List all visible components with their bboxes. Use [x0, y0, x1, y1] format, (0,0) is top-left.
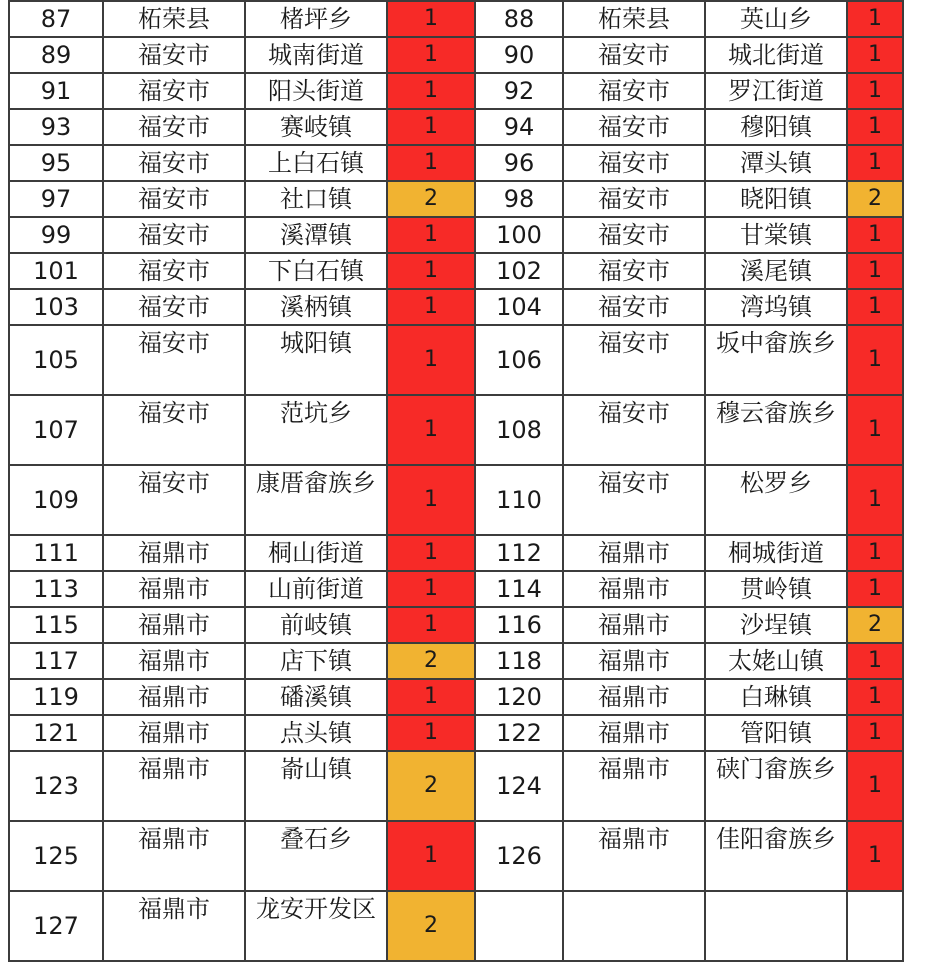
county-cell: 福安市 — [563, 37, 705, 73]
row-number-cell: 109 — [9, 465, 103, 535]
level-cell: 2 — [847, 181, 903, 217]
table-row — [9, 253, 903, 289]
county-cell: 福安市 — [103, 253, 245, 289]
county-cell: 福安市 — [103, 217, 245, 253]
level-cell: 1 — [847, 715, 903, 751]
table-row — [9, 217, 903, 253]
row-number-cell: 88 — [475, 1, 563, 37]
township-cell: 康厝畲族乡 — [245, 465, 387, 535]
row-number-cell: 94 — [475, 109, 563, 145]
row-number-cell: 118 — [475, 643, 563, 679]
row-number-cell: 112 — [475, 535, 563, 571]
row-number-cell: 87 — [9, 1, 103, 37]
row-number-cell: 92 — [475, 73, 563, 109]
county-cell: 福鼎市 — [563, 679, 705, 715]
township-cell: 楮坪乡 — [245, 1, 387, 37]
county-cell: 福安市 — [103, 73, 245, 109]
row-number-cell: 120 — [475, 679, 563, 715]
county-cell: 柘荣县 — [563, 1, 705, 37]
table-row — [9, 109, 903, 145]
table-row — [9, 821, 903, 891]
row-number-cell: 116 — [475, 607, 563, 643]
level-cell: 1 — [847, 37, 903, 73]
county-cell: 福安市 — [563, 181, 705, 217]
township-cell: 晓阳镇 — [705, 181, 847, 217]
county-cell: 福安市 — [103, 465, 245, 535]
township-cell: 英山乡 — [705, 1, 847, 37]
level-cell: 1 — [387, 821, 475, 891]
county-cell: 福安市 — [103, 395, 245, 465]
township-cell: 范坑乡 — [245, 395, 387, 465]
level-cell: 1 — [847, 571, 903, 607]
row-number-cell: 127 — [9, 891, 103, 961]
level-cell: 1 — [387, 217, 475, 253]
level-cell: 1 — [847, 145, 903, 181]
row-number-cell: 93 — [9, 109, 103, 145]
table-row — [9, 535, 903, 571]
level-cell: 1 — [387, 607, 475, 643]
level-cell: 1 — [847, 109, 903, 145]
township-cell: 嵛山镇 — [245, 751, 387, 821]
level-cell: 2 — [387, 181, 475, 217]
county-cell: 福安市 — [563, 253, 705, 289]
township-cell: 松罗乡 — [705, 465, 847, 535]
table-row — [9, 325, 903, 395]
table-row — [9, 289, 903, 325]
township-cell: 佳阳畲族乡 — [705, 821, 847, 891]
township-cell: 赛岐镇 — [245, 109, 387, 145]
county-cell: 福鼎市 — [563, 571, 705, 607]
township-cell: 溪柄镇 — [245, 289, 387, 325]
level-cell: 2 — [387, 751, 475, 821]
county-cell: 福安市 — [563, 145, 705, 181]
row-number-cell: 117 — [9, 643, 103, 679]
township-cell: 阳头街道 — [245, 73, 387, 109]
empty-cell — [475, 891, 563, 961]
township-cell: 太姥山镇 — [705, 643, 847, 679]
township-cell: 桐山街道 — [245, 535, 387, 571]
row-number-cell: 105 — [9, 325, 103, 395]
row-number-cell: 113 — [9, 571, 103, 607]
table-row — [9, 73, 903, 109]
county-cell: 福鼎市 — [103, 891, 245, 961]
table-body — [9, 1, 903, 961]
county-cell: 福安市 — [563, 289, 705, 325]
township-cell: 贯岭镇 — [705, 571, 847, 607]
township-cell: 桐城街道 — [705, 535, 847, 571]
table-row — [9, 715, 903, 751]
level-cell: 1 — [847, 535, 903, 571]
township-cell: 城阳镇 — [245, 325, 387, 395]
county-cell: 福安市 — [103, 181, 245, 217]
county-cell: 福鼎市 — [103, 535, 245, 571]
township-cell: 穆云畲族乡 — [705, 395, 847, 465]
township-cell: 叠石乡 — [245, 821, 387, 891]
county-cell: 福安市 — [103, 37, 245, 73]
row-number-cell: 89 — [9, 37, 103, 73]
row-number-cell: 97 — [9, 181, 103, 217]
township-cell: 管阳镇 — [705, 715, 847, 751]
table-row — [9, 643, 903, 679]
township-cell: 店下镇 — [245, 643, 387, 679]
level-cell: 1 — [387, 715, 475, 751]
level-cell: 1 — [387, 145, 475, 181]
township-cell: 城南街道 — [245, 37, 387, 73]
county-cell: 福鼎市 — [563, 607, 705, 643]
level-cell: 1 — [847, 289, 903, 325]
level-cell: 2 — [387, 891, 475, 961]
table-row — [9, 37, 903, 73]
county-cell: 福鼎市 — [103, 643, 245, 679]
township-cell: 下白石镇 — [245, 253, 387, 289]
row-number-cell: 100 — [475, 217, 563, 253]
level-cell: 1 — [387, 37, 475, 73]
empty-cell — [563, 891, 705, 961]
county-cell: 福鼎市 — [103, 715, 245, 751]
level-cell: 1 — [387, 535, 475, 571]
township-cell: 硖门畲族乡 — [705, 751, 847, 821]
row-number-cell: 107 — [9, 395, 103, 465]
level-cell: 1 — [387, 109, 475, 145]
row-number-cell: 125 — [9, 821, 103, 891]
level-cell: 1 — [847, 643, 903, 679]
table-row — [9, 465, 903, 535]
row-number-cell: 114 — [475, 571, 563, 607]
township-cell: 点头镇 — [245, 715, 387, 751]
row-number-cell: 90 — [475, 37, 563, 73]
township-cell: 甘棠镇 — [705, 217, 847, 253]
row-number-cell: 123 — [9, 751, 103, 821]
level-cell: 1 — [847, 395, 903, 465]
township-cell: 白琳镇 — [705, 679, 847, 715]
county-cell: 福安市 — [563, 73, 705, 109]
table-row — [9, 571, 903, 607]
township-cell: 龙安开发区 — [245, 891, 387, 961]
row-number-cell: 108 — [475, 395, 563, 465]
row-number-cell: 103 — [9, 289, 103, 325]
township-cell: 磻溪镇 — [245, 679, 387, 715]
township-cell: 穆阳镇 — [705, 109, 847, 145]
county-cell: 福安市 — [103, 289, 245, 325]
township-cell: 上白石镇 — [245, 145, 387, 181]
row-number-cell: 115 — [9, 607, 103, 643]
county-cell: 福安市 — [103, 109, 245, 145]
level-cell: 1 — [387, 1, 475, 37]
row-number-cell: 126 — [475, 821, 563, 891]
township-cell: 社口镇 — [245, 181, 387, 217]
level-cell: 1 — [387, 289, 475, 325]
township-cell: 前岐镇 — [245, 607, 387, 643]
township-cell: 沙埕镇 — [705, 607, 847, 643]
level-cell: 1 — [847, 679, 903, 715]
township-cell: 溪潭镇 — [245, 217, 387, 253]
row-number-cell: 96 — [475, 145, 563, 181]
table-row — [9, 891, 903, 961]
county-cell: 福鼎市 — [563, 535, 705, 571]
level-cell: 1 — [387, 325, 475, 395]
township-level-table — [8, 0, 904, 962]
county-cell: 福安市 — [563, 217, 705, 253]
county-cell: 福鼎市 — [103, 751, 245, 821]
township-cell: 潭头镇 — [705, 145, 847, 181]
county-cell: 福鼎市 — [103, 821, 245, 891]
level-cell: 1 — [847, 465, 903, 535]
level-cell: 1 — [847, 1, 903, 37]
level-cell: 1 — [387, 253, 475, 289]
row-number-cell: 106 — [475, 325, 563, 395]
empty-cell — [705, 891, 847, 961]
row-number-cell: 91 — [9, 73, 103, 109]
empty-cell — [847, 891, 903, 961]
township-cell: 城北街道 — [705, 37, 847, 73]
county-cell: 柘荣县 — [103, 1, 245, 37]
level-cell: 1 — [847, 73, 903, 109]
township-cell: 山前街道 — [245, 571, 387, 607]
county-cell: 福鼎市 — [563, 751, 705, 821]
row-number-cell: 98 — [475, 181, 563, 217]
county-cell: 福鼎市 — [563, 715, 705, 751]
county-cell: 福安市 — [103, 325, 245, 395]
township-cell: 坂中畲族乡 — [705, 325, 847, 395]
level-cell: 2 — [847, 607, 903, 643]
level-cell: 1 — [387, 571, 475, 607]
county-cell: 福鼎市 — [103, 571, 245, 607]
county-cell: 福安市 — [563, 465, 705, 535]
row-number-cell: 104 — [475, 289, 563, 325]
table-row — [9, 607, 903, 643]
level-cell: 1 — [387, 679, 475, 715]
table-row — [9, 181, 903, 217]
county-cell: 福鼎市 — [563, 821, 705, 891]
level-cell: 1 — [847, 751, 903, 821]
table-row — [9, 679, 903, 715]
row-number-cell: 110 — [475, 465, 563, 535]
level-cell: 1 — [847, 821, 903, 891]
level-cell: 1 — [847, 253, 903, 289]
table-row — [9, 1, 903, 37]
table-row — [9, 395, 903, 465]
level-cell: 1 — [387, 465, 475, 535]
level-cell: 1 — [847, 325, 903, 395]
county-cell: 福鼎市 — [103, 607, 245, 643]
row-number-cell: 102 — [475, 253, 563, 289]
level-cell: 1 — [387, 73, 475, 109]
table-row — [9, 751, 903, 821]
row-number-cell: 99 — [9, 217, 103, 253]
township-cell: 湾坞镇 — [705, 289, 847, 325]
county-cell: 福安市 — [103, 145, 245, 181]
row-number-cell: 119 — [9, 679, 103, 715]
level-cell: 1 — [847, 217, 903, 253]
county-cell: 福鼎市 — [103, 679, 245, 715]
row-number-cell: 95 — [9, 145, 103, 181]
row-number-cell: 101 — [9, 253, 103, 289]
county-cell: 福安市 — [563, 109, 705, 145]
row-number-cell: 111 — [9, 535, 103, 571]
table-row — [9, 145, 903, 181]
level-cell: 2 — [387, 643, 475, 679]
row-number-cell: 121 — [9, 715, 103, 751]
level-cell: 1 — [387, 395, 475, 465]
county-cell: 福鼎市 — [563, 643, 705, 679]
county-cell: 福安市 — [563, 325, 705, 395]
row-number-cell: 122 — [475, 715, 563, 751]
township-cell: 溪尾镇 — [705, 253, 847, 289]
township-cell: 罗江街道 — [705, 73, 847, 109]
county-cell: 福安市 — [563, 395, 705, 465]
row-number-cell: 124 — [475, 751, 563, 821]
